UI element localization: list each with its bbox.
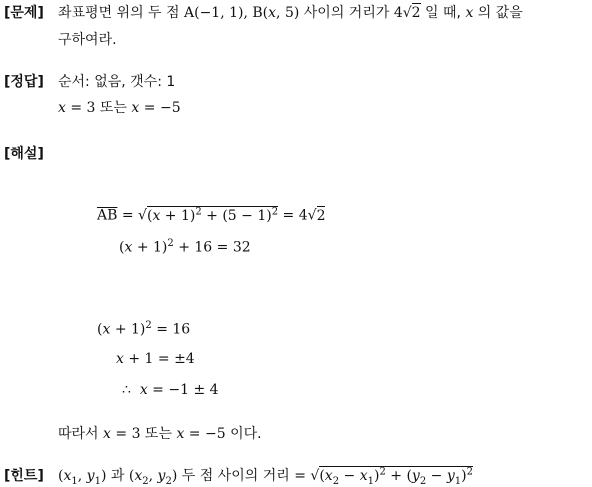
problem-label: [문제] — [4, 5, 44, 21]
solution-eq-3: $(x + 1)^2 = 16$ — [97, 320, 191, 338]
solution-conclusion: 따라서 x = 3 또는 x = −5 이다. — [58, 426, 262, 442]
solution-eq-5: ∴ x = −1 ± 4 — [122, 382, 219, 398]
hint-label: [힌트] — [4, 468, 44, 484]
answer-label: [정답] — [4, 74, 44, 90]
solution-eq-4: x + 1 = ±4 — [116, 351, 195, 367]
hint-text: ($x_1$, $y_1$) 과 ($x_2$, $y_2$) 두 점 사이의 거리 = $√(x_2 - x_1)^2 + (y_2 - y_1)^2$ — [58, 466, 473, 487]
problem-line-2: 구하여라. — [58, 32, 117, 48]
problem-line-1: 좌표평면 위의 두 점 A(−1, 1), B(x, 5) 사이의 거리가 4√2 일 때, x 의 값을 — [58, 5, 523, 21]
solution-eq-1: $\overline{AB} = √(x + 1)^2 + (5 - 1)^2 = 4√2$ — [97, 206, 326, 224]
solution-eq-2: $(x + 1)^2 + 16 = 32$ — [119, 238, 251, 256]
answer-line-2: x = 3 또는 x = −5 — [58, 100, 181, 116]
solution-label: [해설] — [4, 146, 44, 162]
answer-line-1: 순서: 없음, 갯수: 1 — [58, 74, 176, 90]
